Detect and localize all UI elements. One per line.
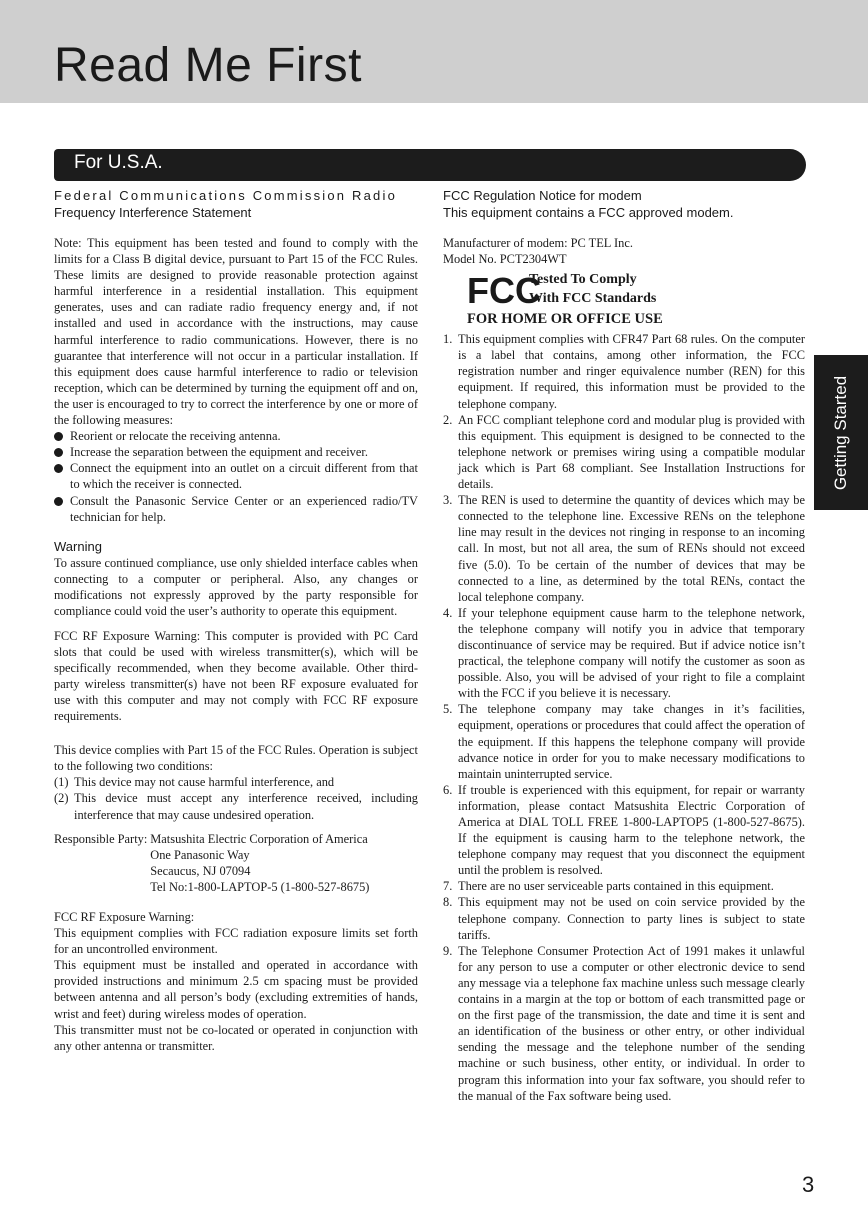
list-item: Reorient or relocate the receiving antenna.: [54, 428, 418, 444]
item-number: 1.: [443, 332, 453, 347]
fcc-logo-text: FCC: [467, 270, 541, 312]
item-number: 2.: [443, 412, 453, 427]
list-item: Connect the equipment into an outlet on a circuit different from that to which the receiver is connected.: [54, 460, 418, 492]
list-item: [443, 943, 805, 1104]
item-number: 9.: [443, 943, 453, 958]
section-label: For U.S.A.: [74, 152, 163, 173]
modem-rules-list: [443, 331, 805, 1104]
list-item: [443, 894, 805, 942]
item-text: The REN is used to determine the quantity of devices which may be connected to the telephone line. Excessive RENs on the telephone line may result in the devices not ringing in response to an incoming call. In most, but not all area, the sum of RENs should not exceed five (5.0). To be certain of the number of devices that may be connected to a line, as determined by the total RENs, contact the local telephone company.: [458, 493, 805, 604]
page-title: Read Me First: [54, 39, 362, 92]
item-number: 8.: [443, 895, 453, 910]
item-text: The telephone company may take changes in it’s facilities, equipment, operations or procedures that could affect the operation of the equipment. If this happens the telephone company will provide advance notice in order for you to make necessary modifications to maintain uninterrupted service.: [458, 702, 805, 781]
address-line: Tel No:1-800-LAPTOP-5 (1-800-527-8675): [150, 879, 370, 894]
fcc-heading-line1: Federal Communications Commission Radio: [54, 188, 398, 203]
list-item: Increase the separation between the equipment and receiver.: [54, 444, 418, 460]
side-tab-label: Getting Started: [831, 375, 850, 490]
item-number: 7.: [443, 879, 453, 894]
rf-warning-paragraph: FCC RF Exposure Warning: This computer is provided with PC Card slots that could be used with wireless transmitter(s), which will be specifically recommended, when they become available. Other third-party wireless transmitter(s) have not been RF exposure evaluated for use with this computer and may not comply with FCC RF exposure requirements.: [54, 628, 418, 724]
item-number: 6.: [443, 782, 453, 797]
fcc-logo-icon: [467, 270, 541, 312]
item-text: If your telephone equipment cause harm to the telephone network, the telephone company will notify you in advice that temporary discontinuance of service may be required. But if advice notice isn’t practical, the telephone company will notify the customer as soon as possible. Also, you will be advised of your right to file a complaint with the FCC if you believe it is necessary.: [458, 605, 805, 701]
page-number: 3: [802, 1172, 815, 1197]
condition-number: (1): [54, 775, 69, 790]
address-line: One Panasonic Way: [150, 847, 250, 862]
responsible-label: Responsible Party:: [54, 831, 148, 846]
manufacturer-line: Manufacturer of modem: PC TEL Inc.: [443, 236, 633, 250]
warning-heading: Warning: [54, 538, 102, 554]
tested-line: Tested To Comply: [529, 272, 637, 288]
item-text: An FCC compliant telephone cord and modular plug is provided with this equipment. This equipment is designed to be connected to the telephone network or premises wiring using a compatible modular jack which is Part 68 compliant. See Installation Instructions for details.: [458, 412, 805, 492]
responsible-address: [147, 831, 369, 895]
rf-exposure-paragraph: This equipment complies with FCC radiation exposure limits set forth for an uncontrolled environment.: [54, 926, 418, 957]
address-line: Secaucus, NJ 07094: [150, 863, 251, 878]
rf-exposure-paragraph: This equipment must be installed and operated in accordance with provided instructions and minimum 2.5 cm spacing must be provided between antenna and all person’s body (excluding extremities of hands, wrist and feet) during wireless modes of operation.: [54, 958, 418, 1021]
modem-heading-line1: FCC Regulation Notice for modem: [443, 188, 642, 203]
address-line: Matsushita Electric Corporation of America: [150, 831, 368, 846]
item-number: 5.: [443, 702, 453, 717]
item-text: This equipment complies with CFR47 Part 68 rules. On the computer is a label that contains, among other information, the FCC registration number and ringer equivalence number (REN) for this equipment. If required, this information must be provided to the telephone company.: [458, 332, 805, 411]
list-item: [443, 878, 805, 894]
list-item: Consult the Panasonic Service Center or an experienced radio/TV technician for help.: [54, 493, 418, 525]
responsible-party: [54, 831, 418, 895]
condition-text: This device must accept any interference received, including interference that may cause undesired operation.: [74, 791, 418, 822]
item-number: 3.: [443, 493, 453, 508]
tested-label: [529, 270, 656, 308]
right-column: [443, 188, 805, 1104]
side-tab: [814, 355, 868, 510]
list-item: [443, 701, 805, 781]
rf-exposure-paragraph: This transmitter must not be co-located or operated in conjunction with any other antenna or transmitter.: [54, 1022, 418, 1053]
part15-paragraph: This device complies with Part 15 of the FCC Rules. Operation is subject to the following two conditions:: [54, 743, 418, 774]
list-item: [443, 412, 805, 492]
measures-list: [54, 428, 418, 525]
list-item: [443, 605, 805, 702]
item-text: If trouble is experienced with this equipment, for repair or warranty information, please contact Matsushita Electric Corporation of America at DIAL TOLL FREE 1-800-LAPTOP5 (1-800-527-8675). If the equipment is causing harm to the telephone network, the telephone company may request that you disconnect the equipment until the problem is resolved.: [458, 782, 805, 878]
condition-item: [54, 774, 418, 790]
home-office-label: FOR HOME OR OFFICE USE: [467, 311, 663, 328]
list-item: [443, 782, 805, 879]
rf-exposure-heading: FCC RF Exposure Warning:: [54, 909, 195, 924]
tested-line: With FCC Standards: [529, 291, 657, 307]
item-number: 4.: [443, 605, 453, 620]
list-item: [443, 331, 805, 411]
warning-paragraph: To assure continued compliance, use only shielded interface cables when connecting to a computer or peripheral. Also, any changes or modifications not expressly approved by the party responsible for compliance could void the user’s authority to operate this equipment.: [54, 556, 418, 619]
condition-text: This device may not cause harmful interference, and: [74, 775, 335, 790]
model-line: Model No. PCT2304WT: [443, 252, 567, 267]
header-band: [0, 0, 868, 103]
left-column: [54, 188, 418, 1054]
condition-number: (2): [54, 791, 69, 806]
fcc-compliance-row: [443, 270, 805, 310]
modem-heading-line2: This equipment contains a FCC approved modem.: [443, 204, 734, 220]
condition-item: [54, 790, 418, 822]
note-paragraph: Note: This equipment has been tested and found to comply with the limits for a Class B digital device, pursuant to Part 15 of the FCC Rules. These limits are designed to provide reasonable protection against harmful interference in a residential installation. This equipment generates, uses and can radiate radio frequency energy and, if not installed and used in accordance with the instructions, may cause harmful interference to radio communications. However, there is no guarantee that interference will not occur in a particular installation. If this equipment does cause harmful interference to radio or television reception, which can be determined by turning the equipment off and on, the user is encouraged to try to correct the interference by one or more of the following measures:: [54, 236, 418, 428]
item-text: The Telephone Consumer Protection Act of 1991 makes it unlawful for any person to use a computer or other electronic device to send any message via a telephone fax machine unless such message clearly contains in a margin at the top or bottom of each transmitted page or on the first page of the transmission, the date and time it is sent and an identification of the business or other entry, or other individual sending the message and the telephone number of the sending machine or such business, other entity, or individual. In order to program this information into your fax software, you should refer to the manual of the Fax software being used.: [458, 943, 805, 1103]
item-text: There are no user serviceable parts contained in this equipment.: [458, 879, 774, 894]
list-item: [443, 492, 805, 605]
fcc-heading-line2: Frequency Interference Statement: [54, 204, 252, 220]
item-text: This equipment may not be used on coin service provided by the telephone company. Connection to party lines is subject to state tariffs.: [458, 895, 805, 942]
section-bar: [54, 149, 806, 181]
